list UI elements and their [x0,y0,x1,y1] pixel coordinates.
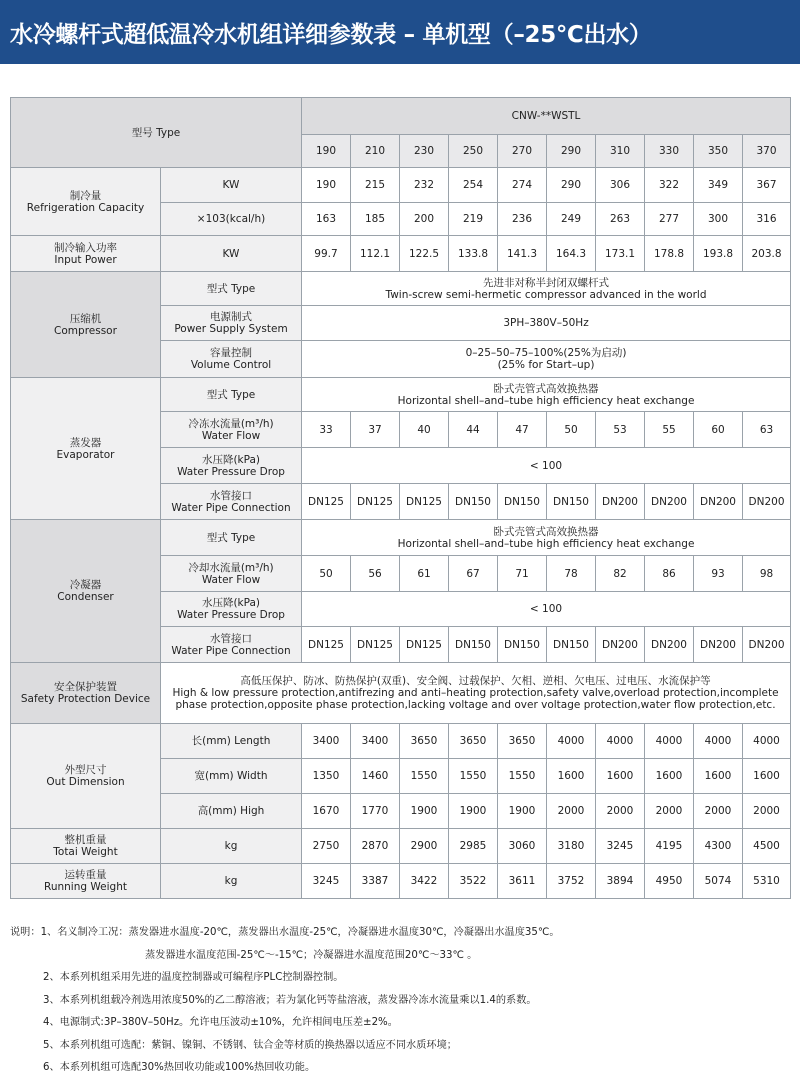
value-cell: DN150 [449,627,498,663]
cell-line: 水管接口 [210,489,252,502]
cell-line: Evaporator [56,448,115,461]
value-cell: 236 [498,203,547,236]
cell-line: 冷冻水流量(m³/h) [188,417,274,430]
merged-value-cell [302,272,791,306]
value-cell: DN200 [645,484,694,520]
value-cell: 2750 [302,829,351,864]
value-cell: 190 [302,135,351,168]
series-name-cell: CNW-**WSTL [302,98,791,135]
spec-table [10,97,791,899]
merged-value-cell [302,592,791,627]
note-1: 1、名义制冷工况：蒸发器进水温度-20℃，蒸发器出水温度-25℃，冷凝器进水温度30℃，冷凝器出水温度35℃。 [40,927,560,938]
value-cell: 185 [351,203,400,236]
value-cell: 3400 [351,724,400,759]
value-cell: 215 [351,168,400,203]
note-first-line [10,922,795,945]
cell-line: < 100 [529,459,563,472]
value-cell: 4300 [694,829,743,864]
unit-cell: kg [161,829,302,864]
value-cell: 3650 [400,724,449,759]
value-cell: 4500 [743,829,791,864]
cell-line: 冷却水流量(m³/h) [188,561,274,574]
value-cell: 1600 [547,759,596,794]
compressor-type-row [11,272,791,306]
cell-line: 高低压保护、防冰、防热保护(双重)、安全阀、过载保护、欠相、逆相、欠电压、过电压、水流保护等 [240,675,711,687]
cell-line: 制冷输入功率 [54,241,117,254]
value-cell: DN150 [449,484,498,520]
value-cell: 210 [351,135,400,168]
cell-line: Running Weight [44,881,127,893]
value-cell: 3894 [596,864,645,899]
value-cell: 56 [351,556,400,592]
running-weight-label-cell [11,864,161,899]
value-cell: 163 [302,203,351,236]
page-title-banner [0,0,800,64]
cell-line: Condenser [57,591,114,603]
value-cell: 4000 [547,724,596,759]
header-row-series [11,98,791,135]
value-cell: 254 [449,168,498,203]
value-cell: 249 [547,203,596,236]
value-cell: 50 [547,412,596,448]
value-cell: 350 [694,135,743,168]
value-cell: DN200 [694,484,743,520]
cell-line: phase protection,opposite phase protection,lacking voltage and over voltage protection,water flow protection,etc. [175,699,776,711]
cell-line: Water Flow [201,429,261,442]
value-cell: 3650 [449,724,498,759]
dimension-label-cell [11,724,161,829]
value-cell: DN125 [302,484,351,520]
refrigeration-label-cell [11,168,161,236]
merged-value-cell [302,520,791,556]
cell-line: (25% for Start–up) [497,359,595,371]
value-cell: DN200 [596,484,645,520]
value-cell: 112.1 [351,236,400,272]
cell-line: 整机重量 [64,834,107,846]
cell-line: 水压降(kPa) [201,453,261,466]
value-cell: 1350 [302,759,351,794]
value-cell: 164.3 [547,236,596,272]
value-cell: 370 [743,135,791,168]
row-label-cell [161,272,302,306]
value-cell: 50 [302,556,351,592]
cell-line: 卧式壳管式高效换热器 [493,525,599,538]
row-label-cell [161,627,302,663]
dimension-length-row [11,724,791,759]
cell-line: 容量控制 [210,347,252,359]
note-1-continuation: 蒸发器进水温度范围-25℃～-15℃；冷凝器进水温度范围20℃～33℃ 。 [145,949,478,961]
value-cell: 33 [302,412,351,448]
cell-line: 运转重量 [64,869,107,881]
row-label-cell: 高(mm) High [161,794,302,829]
row-label-cell [161,412,302,448]
value-cell: 3422 [400,864,449,899]
condenser-type-row [11,520,791,556]
condenser-label-cell [11,520,161,663]
value-cell: 277 [645,203,694,236]
note-5: 5、本系列机组可选配：紫铜、镍铜、不锈钢、钛合金等材质的换热器以适应不同水质环境； [43,1039,457,1051]
value-cell: 3245 [302,864,351,899]
value-cell: 2000 [596,794,645,829]
input-power-label-cell [11,236,161,272]
cell-line: 电源制式 [210,311,252,323]
value-cell: 37 [351,412,400,448]
note-2: 2、本系列机组采用先进的温度控制器或可编程序PLC控制器控制。 [43,972,344,983]
value-cell: 78 [547,556,596,592]
value-cell: 93 [694,556,743,592]
cell-line: Water Pressure Drop [177,465,285,478]
value-cell: 133.8 [449,236,498,272]
cell-line: High & low pressure protection,antifrezing and anti–heating protection,safety valve,overload protection,incomplete [172,687,779,699]
cell-line: Water Pipe Connection [171,501,291,514]
value-cell: 2900 [400,829,449,864]
value-cell: DN200 [743,484,791,520]
cell-line: Water Flow [201,573,261,586]
value-cell: 141.3 [498,236,547,272]
row-label-cell: 宽(mm) Width [161,759,302,794]
value-cell: 4000 [694,724,743,759]
value-cell: DN200 [645,627,694,663]
cell-line: Water Pipe Connection [171,644,291,657]
safety-row [11,663,791,724]
value-cell: 1600 [645,759,694,794]
note-3: 3、本系列机组载冷剂选用浓度50%的乙二醇溶液；若为氯化钙等盐溶液，蒸发器冷冻水流量乘以1.4的系数。 [43,994,537,1006]
value-cell: 203.8 [743,236,791,272]
cell-line: 制冷量 [69,189,102,202]
value-cell: 60 [694,412,743,448]
value-cell: 2870 [351,829,400,864]
row-label-cell: 长(mm) Length [161,724,302,759]
running-weight-row [11,864,791,899]
input-power-row [11,236,791,272]
cell-line: < 100 [529,603,563,615]
cell-line: 蒸发器 [69,436,102,449]
note-prefix: 说明： [10,927,41,938]
value-cell: 3650 [498,724,547,759]
value-cell: 1550 [400,759,449,794]
cell-line: 型式 Type [206,531,256,544]
cell-line: Compressor [54,324,117,337]
value-cell: 40 [400,412,449,448]
value-cell: 3245 [596,829,645,864]
value-cell: 193.8 [694,236,743,272]
compressor-label-cell [11,272,161,378]
value-cell: 4000 [596,724,645,759]
value-cell: 200 [400,203,449,236]
value-cell: 3400 [302,724,351,759]
evaporator-label-cell [11,378,161,520]
value-cell: 71 [498,556,547,592]
cell-line: Safety Protection Device [20,693,151,705]
value-cell: 4000 [743,724,791,759]
row-label-cell [161,378,302,412]
value-cell: DN150 [498,484,547,520]
total-weight-row [11,829,791,864]
value-cell: 1900 [449,794,498,829]
unit-cell: kg [161,864,302,899]
cell-line: 先进非对称半封闭双螺杆式 [483,276,610,289]
cell-line: 型式 Type [206,388,256,401]
value-cell: 2000 [547,794,596,829]
row-label-cell [161,520,302,556]
cell-line: 水压降(kPa) [201,597,261,609]
value-cell: 230 [400,135,449,168]
value-cell: 367 [743,168,791,203]
value-cell: 53 [596,412,645,448]
refrigeration-kw-row [11,168,791,203]
row-label-cell [161,341,302,378]
value-cell: DN150 [498,627,547,663]
value-cell: 3387 [351,864,400,899]
value-cell: 306 [596,168,645,203]
value-cell: DN125 [351,484,400,520]
row-label-cell [161,484,302,520]
value-cell: 1900 [498,794,547,829]
cell-line: 压缩机 [69,312,102,325]
notes-section [10,922,795,1080]
value-cell: DN125 [400,484,449,520]
value-cell: 55 [645,412,694,448]
value-cell: 1600 [596,759,645,794]
value-cell: 3060 [498,829,547,864]
cell-line: Power Supply System [174,323,288,335]
value-cell: DN200 [743,627,791,663]
value-cell: 2000 [694,794,743,829]
value-cell: DN200 [596,627,645,663]
value-cell: 5074 [694,864,743,899]
value-cell: 86 [645,556,694,592]
value-cell: 61 [400,556,449,592]
unit-cell: ×103(kcal/h) [161,203,302,236]
value-cell: DN200 [694,627,743,663]
value-cell: 173.1 [596,236,645,272]
value-cell: 270 [498,135,547,168]
cell-line: 外型尺寸 [64,764,107,776]
cell-line: Water Pressure Drop [177,609,285,621]
value-cell: 122.5 [400,236,449,272]
value-cell: 316 [743,203,791,236]
note-6: 6、本系列机组可选配30%热回收功能或100%热回收功能。 [43,1062,316,1073]
cell-line: 安全保护装置 [54,681,117,693]
cell-line: 0–25–50–75–100%(25%为启动) [465,347,627,359]
value-cell: 5310 [743,864,791,899]
value-cell: 178.8 [645,236,694,272]
value-cell: 3180 [547,829,596,864]
value-cell: 274 [498,168,547,203]
cell-line: 卧式壳管式高效换热器 [493,382,599,395]
row-label-cell [161,448,302,484]
value-cell: 82 [596,556,645,592]
value-cell: 44 [449,412,498,448]
value-cell: DN125 [351,627,400,663]
value-cell: DN125 [302,627,351,663]
value-cell: 2000 [645,794,694,829]
cell-line: Totai Weight [53,846,118,858]
value-cell: 290 [547,135,596,168]
merged-value-cell [302,378,791,412]
value-cell: 310 [596,135,645,168]
note-4: 4、电源制式:3P–380V–50Hz。允许电压波动±10%，允许相间电压差±2%。 [43,1017,398,1028]
cell-line: Horizontal shell–and–tube high efficiency heat exchange [397,537,695,550]
value-cell: 3522 [449,864,498,899]
value-cell: 263 [596,203,645,236]
value-cell: 47 [498,412,547,448]
cell-line: Input Power [54,253,117,266]
cell-line: 型式 Type [206,282,256,295]
value-cell: 219 [449,203,498,236]
safety-label-cell [11,663,161,724]
value-cell: 1770 [351,794,400,829]
cell-line: Volume Control [190,359,272,371]
value-cell: 63 [743,412,791,448]
value-cell: 1600 [694,759,743,794]
value-cell: 232 [400,168,449,203]
value-cell: 67 [449,556,498,592]
cell-line: 型号 Type [131,126,181,139]
value-cell: 2985 [449,829,498,864]
value-cell: 1600 [743,759,791,794]
value-cell: 2000 [743,794,791,829]
value-cell: 98 [743,556,791,592]
value-cell: 1550 [449,759,498,794]
value-cell: 4195 [645,829,694,864]
unit-cell: KW [161,236,302,272]
value-cell: 349 [694,168,743,203]
value-cell: 1460 [351,759,400,794]
type-label-cell [11,98,302,168]
value-cell: 1550 [498,759,547,794]
value-cell: 330 [645,135,694,168]
cell-line: Twin-screw semi-hermetic compressor advanced in the world [385,288,707,301]
merged-value-cell [302,448,791,484]
evaporator-type-row [11,378,791,412]
cell-line: Out Dimension [46,776,125,788]
row-label-cell [161,592,302,627]
value-cell: DN150 [547,627,596,663]
value-cell: 4000 [645,724,694,759]
value-cell: 99.7 [302,236,351,272]
row-label-cell [161,306,302,341]
cell-line: Horizontal shell–and–tube high efficiency heat exchange [397,394,695,407]
row-label-cell [161,556,302,592]
value-cell: DN150 [547,484,596,520]
value-cell: 1900 [400,794,449,829]
value-cell: 1670 [302,794,351,829]
unit-cell: KW [161,168,302,203]
value-cell: 250 [449,135,498,168]
cell-line: 3PH–380V–50Hz [503,317,589,329]
cell-line: Refrigeration Capacity [26,201,145,214]
value-cell: 4950 [645,864,694,899]
page-title: 水冷螺杆式超低温冷水机组详细参数表 – 单机型（–25℃出水） [10,21,652,48]
total-weight-label-cell [11,829,161,864]
cell-line: 水管接口 [210,632,252,645]
value-cell: 3752 [547,864,596,899]
value-cell: DN125 [400,627,449,663]
cell-line: 冷凝器 [69,579,102,591]
value-cell: 322 [645,168,694,203]
value-cell: 290 [547,168,596,203]
value-cell: 300 [694,203,743,236]
value-cell: 190 [302,168,351,203]
value-cell: 3611 [498,864,547,899]
merged-value-cell [302,341,791,378]
merged-value-cell [302,306,791,341]
safety-value-cell [161,663,791,724]
